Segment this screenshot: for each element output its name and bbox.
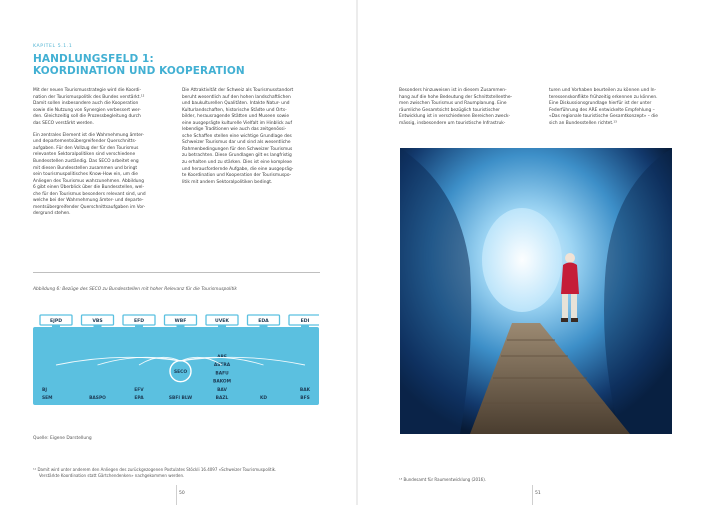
text-line: und herausfordernde Aufgabe, die eine ausgepräg- [182,166,294,172]
text-line: Die Attraktivität der Schweiz als Tourismusstandort [182,88,294,93]
paragraph [399,88,540,127]
text-line: Bundesstellen zuständig. Das SECO arbeitet eng [33,158,139,164]
text-line: bilder, herausragende Stätten und Museen sowie [182,114,290,120]
text-line: aufgaben. Für den Vollzug der für den Tourismus [33,145,139,151]
text-line: das SECO verstärkt werden. [33,120,94,126]
figure-source: Quelle: Eigene Darstellung [33,436,92,441]
federal-office-label: SBFI BLW [168,396,193,401]
federal-office-label: BAKOM [212,379,232,385]
text-line: Mit der neuen Tourismusstrategie wird die Koordi- [33,88,142,93]
text-line: Besonders hinzuweisen ist in diesem Zusammen- [399,88,507,93]
text-line: relevanten Sektoralpolitiken sind verschiedene [33,152,136,158]
department-label: VBS [92,319,103,325]
federal-office-label: BAZL [215,396,229,401]
text-line: litik mit andern Sektoralpolitiken bedingt. [182,179,273,185]
text-line: che für den Tourismus besonders relevant sind, und [33,191,146,197]
federal-office-label: BJ [42,387,47,393]
text-line: und departementsübergreifender Querschnitts- [33,139,137,145]
text-line: turen und Vorhaben beurteilen zu können und In- [549,88,657,93]
text-line: den. Gleichzeitig soll die Prozessbegleitung durch [33,114,141,120]
footnote-12 [33,467,333,479]
section-label: KAPITEL 5.1.1 [33,44,73,49]
paragraph [549,88,673,127]
paragraph [33,133,174,218]
paragraph [182,88,321,186]
text-line: teressenskonflikte frühzeitig erkennen zu können. [549,94,658,100]
body-column-3 [399,88,540,133]
department-label: EFD [133,319,145,325]
footnote-13: ¹³ Bundesamt für Raumentwicklung (2016). [399,477,487,482]
federal-office-label: SEM [42,396,53,401]
text-line: 6 gibt einen Überblick über die Bundesstellen, wel- [33,185,145,191]
federal-office-label: EPA [134,396,144,401]
figure-divider [33,272,320,273]
federal-office-label: BASPO [89,396,106,401]
footnote-line: ¹² Damit wird unter anderem den Anliegen des zurückgezogenen Postulates Stöckli 16.4097 «Schweizer Tourismuspolitik. [33,467,277,472]
federal-office-label: KD [259,396,268,401]
federal-office-label: BAV [217,387,227,393]
federal-office-label: BAFU [215,371,229,377]
body-column-1 [33,88,174,223]
text-line: Kulturlandschaften, historische Städte und Orts- [182,107,287,113]
federal-office-label: BAK [299,387,311,393]
text-line: men zwischen Tourismus und Raumplanung. Eine [399,101,507,107]
text-line: Entwicklung ist in verschiedenen Bereichen zweck- [399,114,511,120]
text-line: nation der Tourismuspolitik des Bundes verstärkt.¹² [33,94,145,100]
page-number-rule [176,485,177,505]
text-line: mentsübergreifender Querschnittsaufgaben im Vor- [33,204,146,210]
federal-office-label: ASTRA [213,363,231,369]
text-line: dergrund stehen. [33,211,71,217]
text-line: sich an Bundesstellen richtet.¹³ [549,120,617,126]
body-column-4 [549,88,673,133]
text-line: sein tourismuspolitisches Know-How ein, um die [33,172,138,178]
text-line: Rahmenbedingungen für den Schweizer Tourismus [182,146,293,152]
text-line: mit diesen Bundesstellen zusammen und bringt [33,165,138,171]
section-heading [33,53,245,77]
text-line: lebendige Traditionen wie auch das zeitgenössi- [182,127,287,133]
department-label: EDI [300,319,310,325]
organigram-figure [33,312,319,408]
footnote-line: Verstärkte Koordination statt Gärtchendenken» nachgekommen werden. [39,472,185,478]
text-line: welche bei der Wahrnehmung ämter- und departe- [33,198,144,204]
figure-caption: Abbildung 6: Bezüge des SECO zu Bundesstellen mit hoher Relevanz für die Tourismuspolitik [33,287,237,292]
text-line: Schweizer Tourismus dar und sind als wesentliche [182,140,291,146]
federal-office-label: EFV [134,387,144,393]
text-line: hang auf die hohe Bedeutung der Schnittstellenthe- [399,94,513,100]
left-page [0,0,357,505]
page-number: 51 [535,491,541,496]
text-line: Eine Diskussionsgrundlage hierfür ist der unter [549,101,652,107]
text-line: mässig, insbesondere um touristische Infrastruk- [399,120,506,126]
text-line: Damit sollen insbesondere auch die Kooperation [33,101,139,107]
department-label: EJPD [49,319,63,325]
text-line: Federführung des ARE entwickelte Empfehlung – [549,107,655,113]
text-line: eine ausgeprägte kulturelle Vielfalt im Hinblick auf [182,120,293,126]
text-line: sowie die Nutzung von Synergien verbessert wer- [33,107,141,113]
text-line: und baukulturellen Qualitäten. Intakte Natur- und [182,101,290,107]
text-line: zu erhalten und zu stärken. Dies ist eine komplexe [182,160,292,166]
federal-office-label: ARE [217,355,227,360]
heading-line-2: KOORDINATION UND KOOPERATION [33,65,245,77]
text-line: Ein zentrales Element ist die Wahrnehmung ämter- [33,132,144,138]
department-label: EDA [258,319,269,325]
text-line: zu betrachten. Diese Grundlagen gilt es langfristig [182,153,292,159]
text-line: te Koordination und Kooperation der Tourismuspo- [182,173,292,179]
seco-label: SECO [173,370,188,375]
text-line: beruht wesentlich auf den hohen landschaftlichen [182,94,291,100]
ice-tunnel-photo [400,148,672,434]
page-number-rule [532,485,533,505]
heading-line-1: HANDLUNGSFELD 1: [33,53,154,65]
text-line: räumliche Gesamtsicht bezüglich touristischer [399,107,500,113]
figure-background [33,327,319,405]
federal-office-label: BFS [300,396,310,401]
department-label: UVEK [215,319,229,325]
body-column-2 [182,88,321,192]
paragraph [33,88,174,127]
page-number: 50 [179,491,185,496]
text-line: «Das regionale touristische Gesamtkonzept» – die [549,114,658,120]
text-line: sche Schaffen stellen eine wichtige Grundlage des [182,133,292,139]
text-line: Anliegen des Tourismus wahrzunehmen. Abbildung [33,178,144,184]
department-label: WBF [174,319,187,325]
